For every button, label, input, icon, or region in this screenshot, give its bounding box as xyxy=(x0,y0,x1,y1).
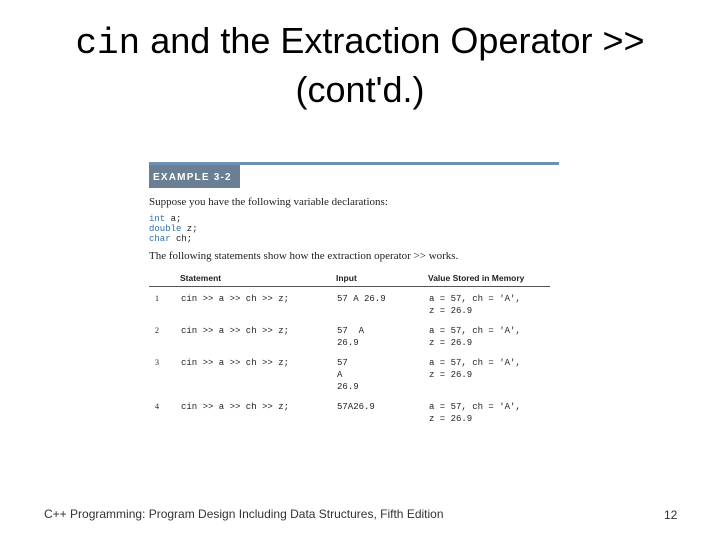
declaration-keyword: char xyxy=(149,234,171,244)
slide-title xyxy=(0,18,720,113)
example-intro: Suppose you have the following variable declarations: xyxy=(149,196,388,208)
memory-line: a = 57, ch = 'A', xyxy=(429,294,521,304)
title-code: cin xyxy=(75,23,141,64)
example-table xyxy=(149,273,550,427)
table-row xyxy=(149,319,550,351)
input-line: 26.9 xyxy=(337,338,359,348)
row-input xyxy=(336,287,428,320)
declaration-keyword: int xyxy=(149,214,166,224)
column-header: Input xyxy=(336,273,428,287)
input-line: 57 A 26.9 xyxy=(337,294,386,304)
row-statement: cin >> a >> ch >> z; xyxy=(181,358,290,368)
memory-line: z = 26.9 xyxy=(429,414,473,424)
row-memory xyxy=(428,395,550,427)
input-line: A xyxy=(337,370,343,380)
row-input xyxy=(336,395,428,427)
declaration-line xyxy=(149,234,561,244)
input-line: 57A26.9 xyxy=(337,402,375,412)
memory-line: z = 26.9 xyxy=(429,370,473,380)
row-number: 1 xyxy=(155,294,159,303)
title-text: and the Extraction Operator >> xyxy=(140,20,645,61)
declaration-rest: ch; xyxy=(170,234,193,244)
memory-line: a = 57, ch = 'A', xyxy=(429,358,521,368)
table-row xyxy=(149,287,550,320)
input-line: 26.9 xyxy=(337,382,359,392)
declaration-rest: a; xyxy=(165,214,182,224)
memory-line: z = 26.9 xyxy=(429,338,473,348)
row-input xyxy=(336,319,428,351)
slide-footer: C++ Programming: Program Design Including Data Structures, Fifth Edition xyxy=(44,507,444,521)
title-line-1 xyxy=(0,18,720,67)
page-number: 12 xyxy=(664,508,678,522)
declaration-line xyxy=(149,214,561,224)
declarations xyxy=(149,214,561,244)
row-statement: cin >> a >> ch >> z; xyxy=(181,402,290,412)
row-number: 4 xyxy=(155,402,159,411)
table-row xyxy=(149,351,550,395)
example-badge: EXAMPLE 3-2 xyxy=(149,165,240,188)
row-memory xyxy=(428,351,550,395)
memory-line: a = 57, ch = 'A', xyxy=(429,326,521,336)
input-line: 57 xyxy=(337,358,348,368)
row-memory xyxy=(428,319,550,351)
declaration-keyword: double xyxy=(149,224,182,234)
example-figure xyxy=(149,162,561,427)
example-followup: The following statements show how the extraction operator >> works. xyxy=(149,250,459,262)
row-statement: cin >> a >> ch >> z; xyxy=(181,294,290,304)
column-header: Value Stored in Memory xyxy=(428,273,550,287)
memory-line: a = 57, ch = 'A', xyxy=(429,402,521,412)
declaration-line xyxy=(149,224,561,234)
row-input xyxy=(336,351,428,395)
row-number: 3 xyxy=(155,358,159,367)
input-line: 57 A xyxy=(337,326,365,336)
title-line-2: (cont'd.) xyxy=(295,69,425,110)
column-header xyxy=(149,273,180,287)
table-row xyxy=(149,395,550,427)
row-number: 2 xyxy=(155,326,159,335)
column-header: Statement xyxy=(180,273,336,287)
row-statement: cin >> a >> ch >> z; xyxy=(181,326,290,336)
row-memory xyxy=(428,287,550,320)
declaration-rest: z; xyxy=(181,224,198,234)
table-header-row xyxy=(149,273,550,287)
memory-line: z = 26.9 xyxy=(429,306,473,316)
